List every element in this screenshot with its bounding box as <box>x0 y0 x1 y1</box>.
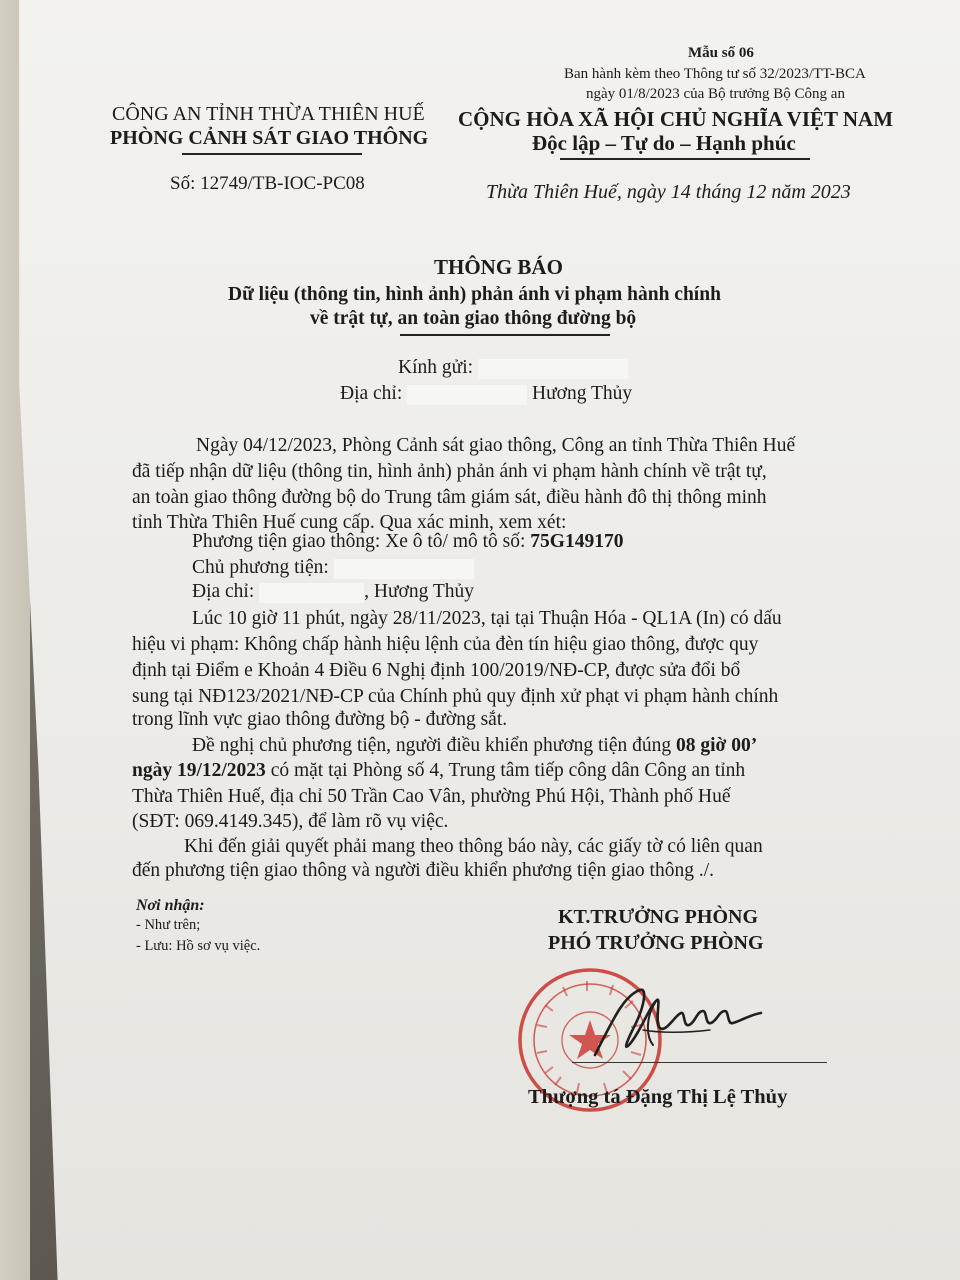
form-issued-line1: Ban hành kèm theo Thông tư số 32/2023/TT-BCA <box>564 66 866 82</box>
agency-parent: CÔNG AN TỈNH THỪA THIÊN HUẾ <box>112 103 425 125</box>
recipients-item-2: - Lưu: Hồ sơ vụ việc. <box>136 938 261 954</box>
p4-line2: đến phương tiện giao thông và người điều khiển phương tiện giao thông ./. <box>132 860 715 881</box>
p3-line2-text: có mặt tại Phòng số 4, Trung tâm tiếp công dân Công an tỉnh <box>270 760 746 781</box>
p2-line1: Lúc 10 giờ 11 phút, ngày 28/11/2023, tại tại Thuận Hóa - QL1A (In) có dấu <box>192 608 782 629</box>
recipient-address <box>340 381 632 407</box>
signature-rule <box>572 1062 827 1063</box>
p2-line5: trong lĩnh vực giao thông đường bộ - đường sắt. <box>132 709 508 730</box>
p3-line2 <box>132 758 745 784</box>
owner-address-label: Địa chỉ: <box>192 581 255 602</box>
recipients-item-1: - Như trên; <box>136 917 201 933</box>
signer-name: Thượng tá Đặng Thị Lệ Thủy <box>528 1086 788 1108</box>
signer-title-1: KT.TRƯỞNG PHÒNG <box>558 906 758 928</box>
recipient-to-label: Kính gửi: <box>398 357 474 378</box>
redacted-owner-address <box>259 583 364 603</box>
p3-line4: (SĐT: 069.4149.345), để làm rõ vụ việc. <box>132 811 449 832</box>
recipient-address-tail: Hương Thủy <box>532 383 633 404</box>
p1-line3: an toàn giao thông đường bộ do Trung tâm giám sát, điều hành đô thị thông minh <box>132 487 767 508</box>
p3-line1 <box>192 733 757 759</box>
appointment-date: ngày 19/12/2023 <box>132 760 266 781</box>
agency-unit: PHÒNG CẢNH SÁT GIAO THÔNG <box>110 127 429 149</box>
owner-address-tail: , Hương Thủy <box>364 581 475 602</box>
p1-line1: Ngày 04/12/2023, Phòng Cảnh sát giao thông, Công an tỉnh Thừa Thiên Huế <box>196 435 796 456</box>
p3-line3: Thừa Thiên Huế, địa chỉ 50 Trần Cao Vân, phường Phú Hội, Thành phố Huế <box>132 786 731 807</box>
doc-subtitle-1: Dữ liệu (thông tin, hình ảnh) phản ánh vi phạm hành chính <box>228 284 721 305</box>
form-code: Mẫu số 06 <box>688 45 754 61</box>
appointment-time: 08 giờ 00’ <box>676 735 758 756</box>
vehicle-label: Phương tiện giao thông: Xe ô tô/ mô tô số: <box>192 531 526 552</box>
motto-underline <box>560 158 810 160</box>
p1-line4: tỉnh Thừa Thiên Huế cung cấp. Qua xác minh, xem xét: <box>132 512 567 533</box>
recipient-to <box>398 355 628 381</box>
owner-label: Chủ phương tiện: <box>192 557 329 578</box>
form-issued-line2: ngày 01/8/2023 của Bộ trưởng Bộ Công an <box>586 86 845 102</box>
p2-line3: định tại Điểm e Khoản 4 Điều 6 Nghị định 100/2019/NĐ-CP, được sửa đổi bổ <box>132 660 741 681</box>
p4-line1: Khi đến giải quyết phải mang theo thông báo này, các giấy tờ có liên quan <box>184 836 763 857</box>
national-name: CỘNG HÒA XÃ HỘI CHỦ NGHĨA VIỆT NAM <box>458 107 894 131</box>
national-motto: Độc lập – Tự do – Hạnh phúc <box>532 131 796 155</box>
signer-title-2: PHÓ TRƯỞNG PHÒNG <box>548 932 764 954</box>
redacted-owner <box>334 559 474 579</box>
doc-title: THÔNG BÁO <box>434 255 563 279</box>
p1-line2: đã tiếp nhận dữ liệu (thông tin, hình ảnh) phản ánh vi phạm hành chính về trật tự, <box>132 461 767 482</box>
title-underline <box>400 334 610 336</box>
vehicle-line <box>192 529 623 555</box>
redacted-address <box>407 385 527 405</box>
owner-address-line <box>192 579 474 605</box>
doc-number: Số: 12749/TB-IOC-PC08 <box>170 173 365 194</box>
owner-line <box>192 555 474 581</box>
vehicle-plate: 75G149170 <box>530 531 624 552</box>
handwritten-signature-icon <box>585 975 785 1065</box>
p2-line4: sung tại NĐ123/2021/NĐ-CP của Chính phủ quy định xử phạt vi phạm hành chính <box>132 686 779 707</box>
redacted-name <box>478 359 628 379</box>
p3-line1-text: Đề nghị chủ phương tiện, người điều khiển phương tiện đúng <box>192 735 672 756</box>
recipients-label: Nơi nhận: <box>136 897 205 914</box>
recipient-address-label: Địa chỉ: <box>340 383 403 404</box>
place-date: Thừa Thiên Huế, ngày 14 tháng 12 năm 2023 <box>486 181 851 203</box>
agency-underline <box>182 153 362 155</box>
p2-line2: hiệu vi phạm: Không chấp hành hiệu lệnh của đèn tín hiệu giao thông, được quy <box>132 634 759 655</box>
doc-subtitle-2: về trật tự, an toàn giao thông đường bộ <box>310 308 637 329</box>
